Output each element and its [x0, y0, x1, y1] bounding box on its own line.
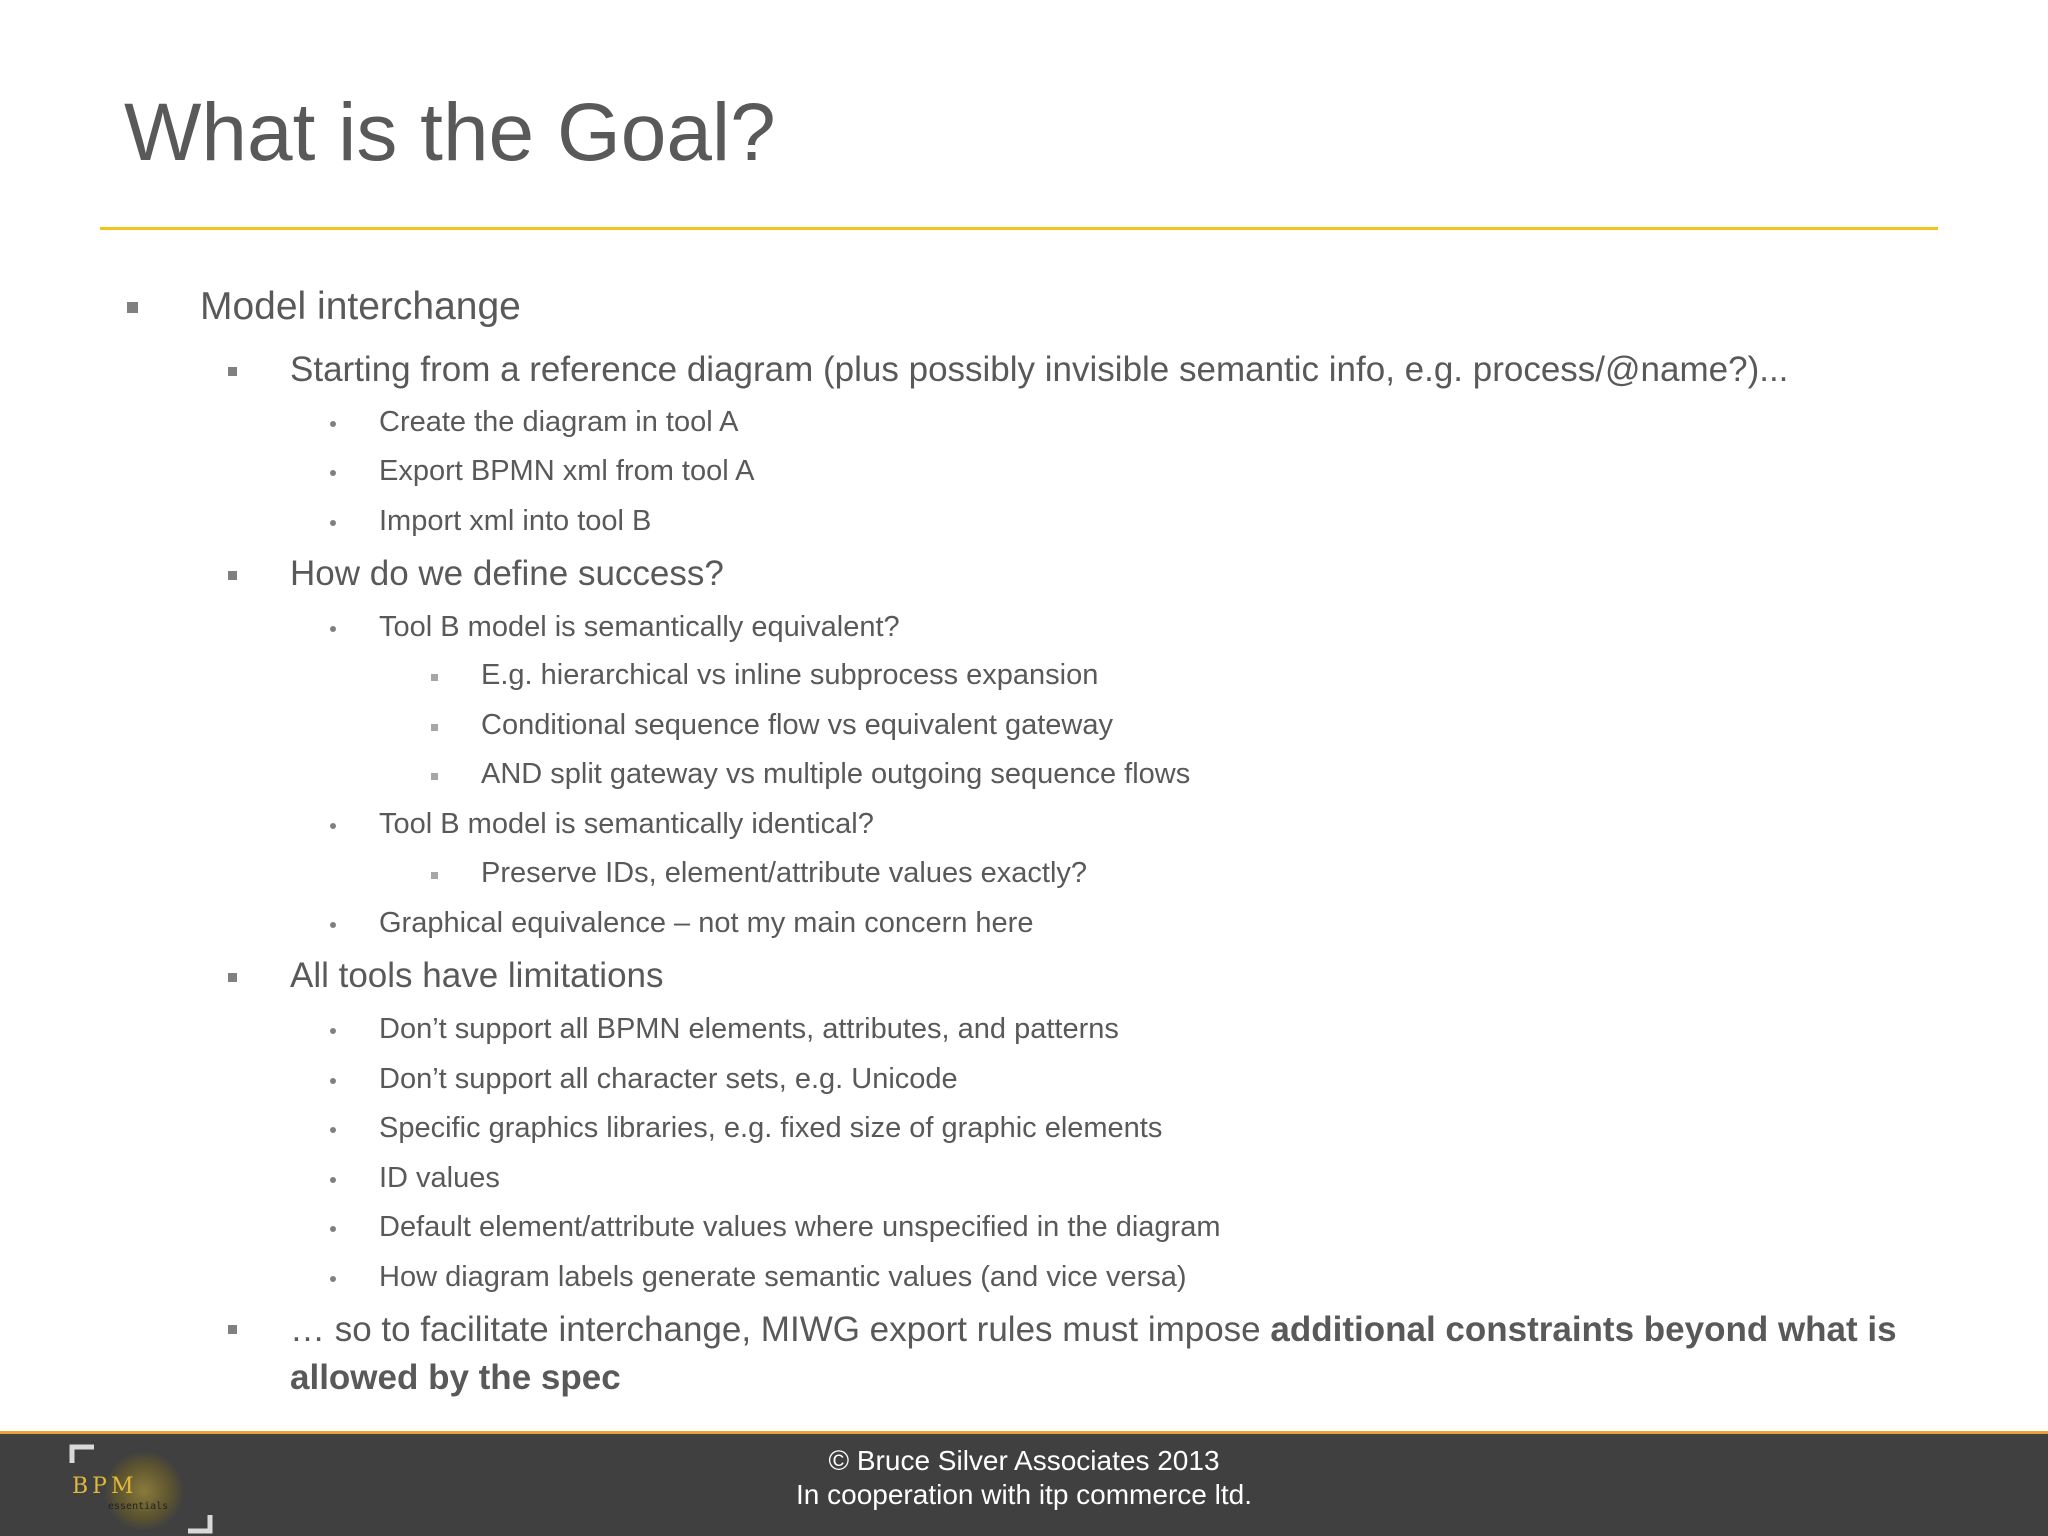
bullet-semantically-identical: Tool B model is semantically identical?	[379, 808, 874, 840]
footer-cooperation: In cooperation with itp commerce ltd.	[796, 1479, 1252, 1510]
bullet-import-xml: Import xml into tool B	[379, 505, 652, 537]
bullet-level3	[330, 1177, 336, 1183]
bullet-export-xml: Export BPMN xml from tool A	[379, 455, 755, 487]
bullet-level4	[431, 724, 438, 731]
bullet-level3	[330, 470, 336, 476]
facilitate-emphasis: additional constraints beyond what is allowed by the spec	[290, 1310, 1897, 1397]
footer-bar	[0, 1431, 2048, 1536]
bullet-tool-limitations: All tools have limitations	[290, 956, 664, 995]
footer-copyright: © Bruce Silver Associates 2013	[828, 1445, 1220, 1476]
bullet-graphical-equivalence: Graphical equivalence – not my main concern here	[379, 907, 1034, 939]
bullet-preserve-ids: Preserve IDs, element/attribute values exactly?	[481, 857, 1088, 889]
bullet-level3	[330, 520, 336, 526]
bullet-default-values: Default element/attribute values where unspecified in the diagram	[379, 1211, 1221, 1243]
bullet-and-split: AND split gateway vs multiple outgoing sequence flows	[481, 758, 1191, 790]
bullet-level3	[330, 1078, 336, 1084]
bullet-level4	[431, 674, 438, 681]
bullet-starting-from: Starting from a reference diagram (plus possibly invisible semantic info, e.g. process/@name?)...	[290, 350, 1789, 389]
bullet-level3	[330, 1226, 336, 1232]
facilitate-text: … so to facilitate interchange, MIWG export rules must impose	[290, 1310, 1271, 1349]
bullet-level2	[228, 367, 237, 376]
bullet-level2	[228, 973, 237, 982]
logo-text-top: BPM	[72, 1474, 138, 1499]
bullet-dont-support-elements: Don’t support all BPMN elements, attributes, and patterns	[379, 1013, 1119, 1045]
bullet-define-success: How do we define success?	[290, 554, 724, 593]
bullet-dont-support-charsets: Don’t support all character sets, e.g. Unicode	[379, 1063, 958, 1095]
bullet-conditional-flow: Conditional sequence flow vs equivalent gateway	[481, 709, 1113, 741]
bullet-level3	[330, 922, 336, 928]
bullet-level3	[330, 626, 336, 632]
bullet-level3	[330, 1028, 336, 1034]
bullet-level3	[330, 1276, 336, 1282]
bullet-semantically-equivalent: Tool B model is semantically equivalent?	[379, 611, 900, 643]
bullet-level3	[330, 1127, 336, 1133]
logo-text-bottom: essentials	[108, 1501, 169, 1512]
bullet-level3	[330, 823, 336, 829]
bullet-level4	[431, 872, 438, 879]
bullet-hierarchical-inline: E.g. hierarchical vs inline subprocess expansion	[481, 659, 1099, 691]
title-underline	[100, 227, 1938, 230]
bullet-level2	[228, 571, 237, 580]
bullet-graphics-libraries: Specific graphics libraries, e.g. fixed size of graphic elements	[379, 1112, 1163, 1144]
bullet-level3	[330, 421, 336, 427]
bullet-level2	[228, 1325, 237, 1334]
bullet-id-values: ID values	[379, 1162, 500, 1194]
bullet-facilitate-interchange	[290, 1306, 1930, 1402]
slide-title: What is the Goal?	[124, 87, 776, 178]
bullet-level1	[127, 302, 138, 313]
bullet-create-diagram: Create the diagram in tool A	[379, 406, 739, 438]
footer-accent-line	[0, 1431, 2048, 1434]
bullet-level4	[431, 773, 438, 780]
bullet-model-interchange: Model interchange	[200, 285, 521, 328]
bullet-diagram-labels: How diagram labels generate semantic values (and vice versa)	[379, 1261, 1187, 1293]
